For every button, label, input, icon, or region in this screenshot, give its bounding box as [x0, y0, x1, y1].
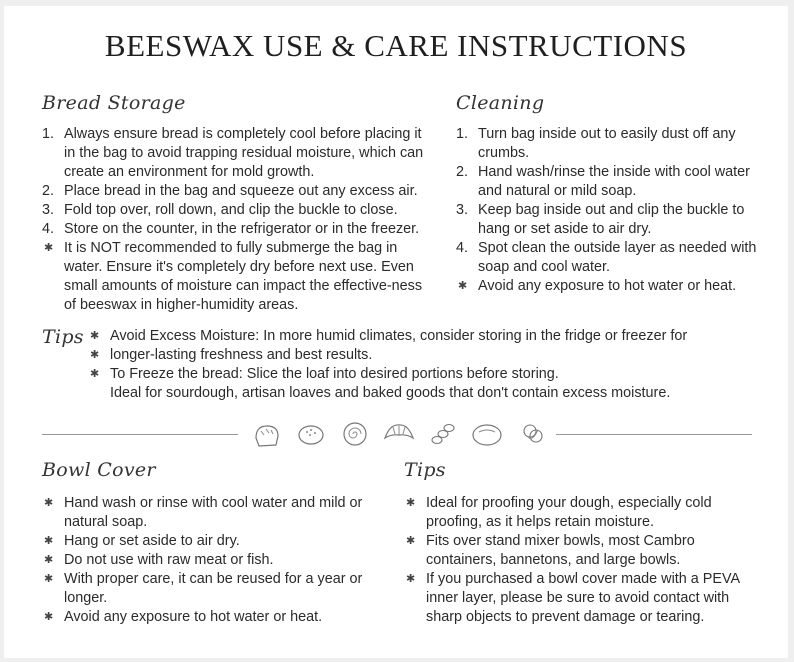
- list-item-text: Do not use with raw meat or fish.: [64, 552, 274, 568]
- list-marker: 1.: [456, 126, 469, 142]
- list-item-text: Spot clean the outside layer as needed with soap and cool water.: [478, 240, 757, 275]
- list-item-text: Hand wash or rinse with cool water and mild or natural soap.: [64, 495, 363, 530]
- list-item: [42, 220, 434, 239]
- bun-icon: [296, 418, 326, 448]
- list-item-text: It is NOT recommended to fully submerge the bag in water. Ensure it's completely dry before next use. Even small amounts of moisture can impact the effective-ness of beeswax in higher-humidity areas.: [64, 240, 423, 313]
- bread-loaf-icon: [250, 418, 284, 452]
- list-item-text: Turn bag inside out to easily dust off any crumbs.: [478, 126, 736, 161]
- list-item: [456, 163, 762, 201]
- croissant-icon: [382, 418, 416, 448]
- list-item-text: Ideal for proofing your dough, especially cold proofing, as it helps retain moisture.: [426, 495, 712, 530]
- knot-roll-icon: [518, 418, 548, 448]
- cleaning-heading: Cleaning: [456, 92, 545, 114]
- list-item-text: Avoid Excess Moisture: In more humid climates, consider storing in the fridge or freezer for: [110, 328, 688, 344]
- asterisk-icon: ✱: [44, 242, 54, 254]
- list-marker: 1.: [42, 126, 55, 142]
- cinnamon-roll-icon: [340, 418, 370, 448]
- asterisk-icon: ✱: [44, 573, 54, 585]
- tips-list: [88, 327, 768, 403]
- list-item: [42, 551, 392, 570]
- cleaning-list: [456, 125, 762, 296]
- asterisk-icon: ✱: [90, 368, 100, 380]
- asterisk-icon: ✱: [458, 280, 468, 292]
- list-item: [456, 239, 762, 277]
- list-item-text: Always ensure bread is completely cool before placing it in the bag to avoid trapping residual moisture, which can create an environment for mold growth.: [64, 126, 424, 180]
- list-marker: 4.: [42, 221, 55, 237]
- asterisk-icon: ✱: [44, 497, 54, 509]
- list-item: [42, 201, 434, 220]
- round-loaf-icon: [470, 418, 504, 448]
- asterisk-icon: ✱: [44, 611, 54, 623]
- tips-continuation: Ideal for sourdough, artisan loaves and baked goods that don't contain excess moisture.: [110, 385, 671, 401]
- list-item: [42, 494, 392, 532]
- list-item: [88, 346, 768, 365]
- list-item-text: Avoid any exposure to hot water or heat.: [64, 609, 323, 625]
- list-item: [42, 570, 392, 608]
- asterisk-icon: ✱: [90, 330, 100, 342]
- bread-storage-heading: Bread Storage: [42, 92, 186, 114]
- list-marker: 3.: [42, 202, 55, 218]
- list-item: [42, 125, 434, 182]
- list-marker: 3.: [456, 202, 469, 218]
- asterisk-icon: ✱: [406, 573, 416, 585]
- list-item-text: Keep bag inside out and clip the buckle to hang or set aside to air dry.: [478, 202, 745, 237]
- list-item: [456, 125, 762, 163]
- list-item-text: Avoid any exposure to hot water or heat.: [478, 278, 737, 294]
- list-item-text: Fits over stand mixer bowls, most Cambro containers, bannetons, and large bowls.: [426, 533, 695, 568]
- list-item-text: If you purchased a bowl cover made with a PEVA inner layer, please be sure to avoid contact with sharp objects to prevent damage or tearing.: [426, 571, 740, 625]
- asterisk-icon: ✱: [90, 349, 100, 361]
- bowl-cover-list: [42, 494, 392, 627]
- list-marker: 2.: [456, 164, 469, 180]
- list-item: [404, 532, 762, 570]
- bread-storage-list: [42, 125, 434, 315]
- list-item: [456, 201, 762, 239]
- list-item: [42, 532, 392, 551]
- asterisk-icon: ✱: [406, 497, 416, 509]
- list-item: [404, 494, 762, 532]
- list-item-text: Store on the counter, in the refrigerator or in the freezer.: [64, 221, 420, 237]
- list-item-text: To Freeze the bread: Slice the loaf into desired portions before storing.: [110, 366, 559, 382]
- asterisk-icon: ✱: [44, 554, 54, 566]
- list-item: [42, 239, 434, 315]
- divider-line-right: [556, 434, 752, 435]
- list-marker: 4.: [456, 240, 469, 256]
- bowl-cover-heading: Bowl Cover: [42, 459, 156, 481]
- list-item: [456, 277, 762, 296]
- list-item-text: Hang or set aside to air dry.: [64, 533, 240, 549]
- list-item-text: Hand wash/rinse the inside with cool water and natural or mild soap.: [478, 164, 750, 199]
- page-title: BEESWAX USE & CARE INSTRUCTIONS: [104, 28, 688, 63]
- bowl-tips-list: [404, 494, 762, 627]
- asterisk-icon: ✱: [44, 535, 54, 547]
- divider-line-left: [42, 434, 238, 435]
- list-item: [88, 365, 768, 384]
- list-marker: 2.: [42, 183, 55, 199]
- baked-goods-icons: [250, 418, 550, 452]
- list-item-text: With proper care, it can be reused for a year or longer.: [64, 571, 363, 606]
- sliced-baguette-icon: [428, 418, 458, 448]
- asterisk-icon: ✱: [406, 535, 416, 547]
- list-item-text: Place bread in the bag and squeeze out any excess air.: [64, 183, 418, 199]
- bowl-tips-heading: Tips: [404, 459, 446, 481]
- list-item: [42, 608, 392, 627]
- list-item: [404, 570, 762, 627]
- list-item: [42, 182, 434, 201]
- tips-heading: Tips: [42, 326, 84, 348]
- list-item: [88, 327, 768, 346]
- care-card: [4, 6, 788, 658]
- list-item-text: longer-lasting freshness and best results.: [110, 347, 373, 363]
- list-item-text: Fold top over, roll down, and clip the buckle to close.: [64, 202, 398, 218]
